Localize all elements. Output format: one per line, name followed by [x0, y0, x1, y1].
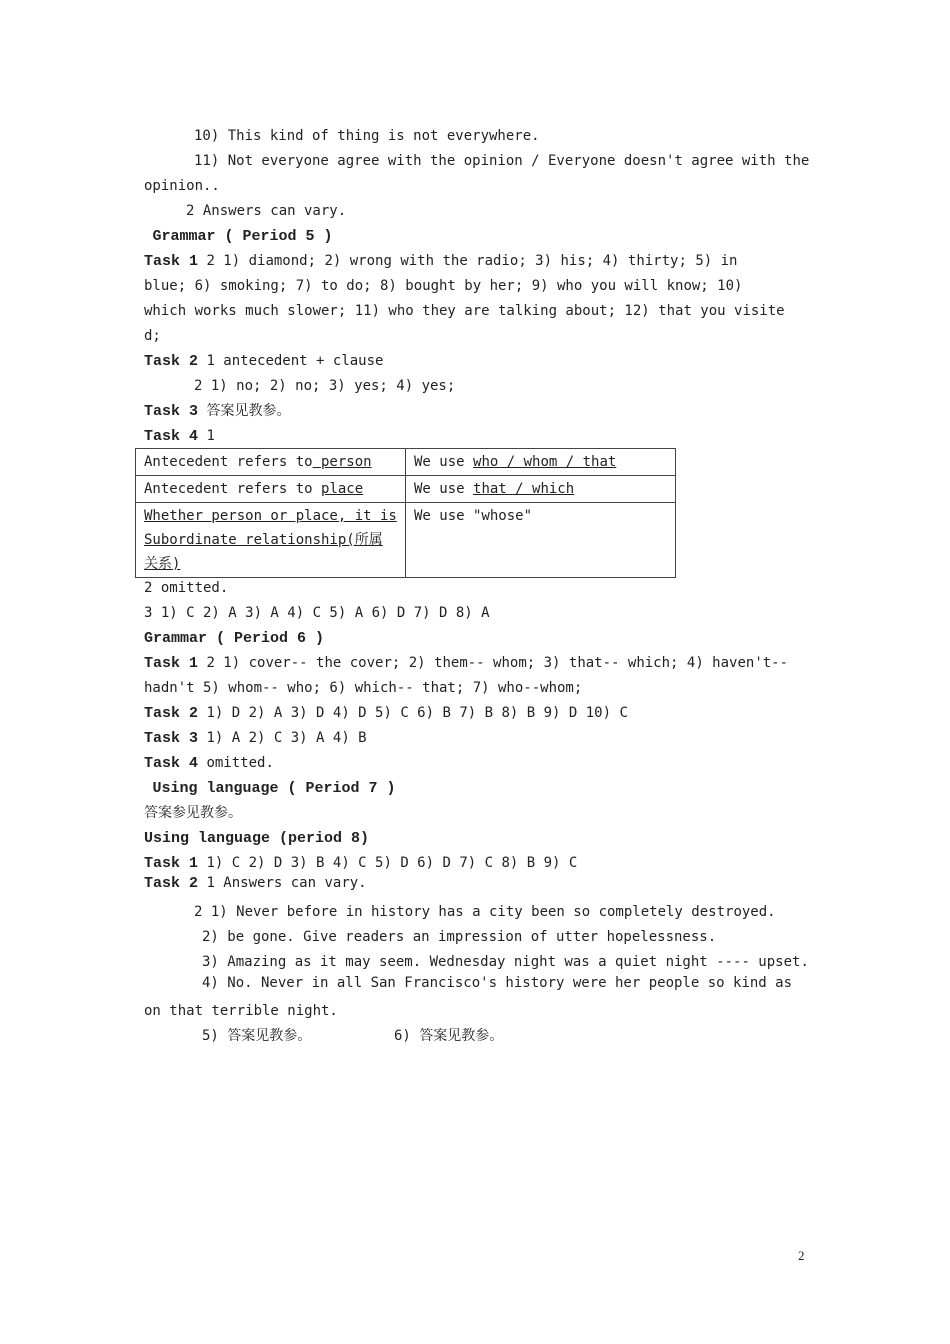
- heading-using-language-period8: Using language (period 8): [144, 830, 370, 847]
- task-label: Task 2: [144, 353, 199, 370]
- task-label: Task 3: [144, 730, 199, 747]
- table-row: [136, 503, 676, 578]
- u8-answer-5: 5) 答案见教参。: [202, 1028, 312, 1044]
- u8-answer-6: 6) 答案见教参。: [394, 1028, 504, 1044]
- task1-line-4: d;: [144, 328, 161, 344]
- task-label: Task 4: [144, 428, 199, 445]
- table-row: [136, 476, 676, 503]
- heading-using-language-period7: Using language ( Period 7 ): [152, 780, 396, 797]
- answer-line-10: 10) This kind of thing is not everywhere.: [194, 128, 540, 144]
- u8-task1-line: Task 1 1) C 2) D 3) B 4) C 5) D 6) D 7) C 8) B 9) C: [144, 855, 578, 872]
- u8-answer-3: 3) Amazing as it may seem. Wednesday night was a quiet night ---- upset.: [202, 954, 809, 970]
- task2-line: Task 2 1 antecedent + clause: [144, 353, 384, 370]
- g6-task3-line: Task 3 1) A 2) C 3) A 4) B: [144, 730, 367, 747]
- table-row: [136, 449, 676, 476]
- task3-line: Task 3 答案见教参。: [144, 403, 291, 420]
- u8-answer-2: 2) be gone. Give readers an impression of utter hopelessness.: [202, 929, 717, 945]
- task-label: Task 3: [144, 403, 199, 420]
- g6-task4-line: Task 4 omitted.: [144, 755, 274, 772]
- table-cell: Whether person or place, it is Subordinate relationship(所属 关系): [136, 503, 406, 578]
- table-cell: Antecedent refers to place: [136, 476, 406, 503]
- u8-answer-4-cont: on that terrible night.: [144, 1003, 338, 1019]
- table-cell: We use who / whom / that: [406, 449, 676, 476]
- page-number: 2: [798, 1248, 805, 1263]
- task1-line-3: which works much slower; 11) who they are talking about; 12) that you visite: [144, 303, 785, 319]
- answer-line-11: 11) Not everyone agree with the opinion / Everyone doesn't agree with the: [194, 153, 810, 169]
- heading-grammar-period6: Grammar ( Period 6 ): [144, 630, 325, 647]
- task1-line-2: blue; 6) smoking; 7) to do; 8) bought by her; 9) who you will know; 10): [144, 278, 743, 294]
- answer-line-11-cont: opinion..: [144, 178, 220, 194]
- g6-task2-line: Task 2 1) D 2) A 3) D 4) D 5) C 6) B 7) B 8) B 9) D 10) C: [144, 705, 628, 722]
- task2-line-2: 2 1) no; 2) no; 3) yes; 4) yes;: [194, 378, 456, 394]
- task-label: Task 2: [144, 875, 199, 892]
- using7-line: 答案参见教参。: [144, 805, 242, 821]
- task-label: Task 4: [144, 755, 199, 772]
- antecedent-table: [135, 448, 676, 578]
- table-cell: Antecedent refers to person: [136, 449, 406, 476]
- task4-line: Task 4 1: [144, 428, 215, 445]
- task-label: Task 1: [144, 855, 199, 872]
- task-label: Task 1: [144, 655, 199, 672]
- g6-task1-line-2: hadn't 5) whom-- who; 6) which-- that; 7) who--whom;: [144, 680, 583, 696]
- task1-line: Task 1 2 1) diamond; 2) wrong with the radio; 3) his; 4) thirty; 5) in: [144, 253, 738, 270]
- omitted-line: 2 omitted.: [144, 580, 229, 596]
- u8-task2-line: Task 2 1 Answers can vary.: [144, 875, 367, 892]
- u8-answer-1: 2 1) Never before in history has a city been so completely destroyed.: [194, 904, 776, 920]
- heading-grammar-period5: Grammar ( Period 5 ): [152, 228, 333, 245]
- table-cell: We use that / which: [406, 476, 676, 503]
- u8-answer-4: 4) No. Never in all San Francisco's history were her people so kind as: [202, 975, 793, 991]
- table-cell: We use "whose": [406, 503, 676, 578]
- answers-3: 3 1) C 2) A 3) A 4) C 5) A 6) D 7) D 8) A: [144, 605, 490, 621]
- task-label: Task 1: [144, 253, 199, 270]
- task-label: Task 2: [144, 705, 199, 722]
- answers-vary: 2 Answers can vary.: [186, 203, 347, 219]
- g6-task1-line: Task 1 2 1) cover-- the cover; 2) them-- whom; 3) that-- which; 4) haven't--: [144, 655, 789, 672]
